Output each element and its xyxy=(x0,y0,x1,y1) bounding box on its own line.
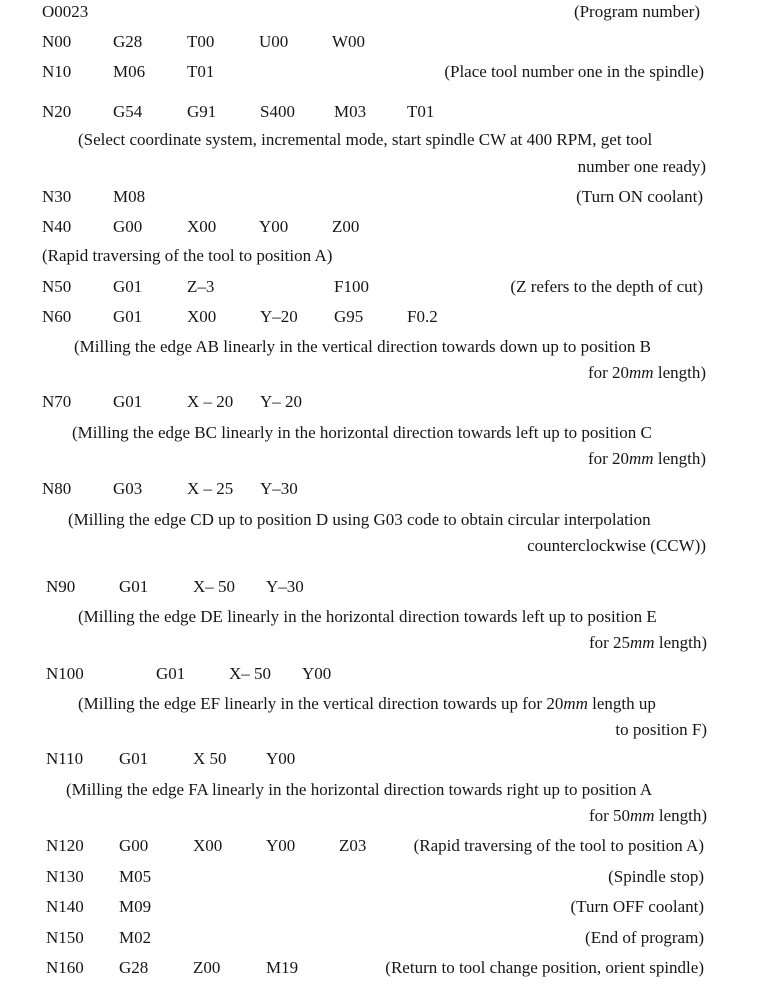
y-coordinate: Y–30 xyxy=(260,479,298,498)
g-code: G54 xyxy=(113,102,143,121)
block-n80 xyxy=(42,479,742,499)
comment-n20-line2: number one ready) xyxy=(577,157,706,176)
comment-n80-line1: (Milling the edge CD up to position D using G03 code to obtain circular interpolation xyxy=(68,510,651,529)
m-code: M05 xyxy=(119,867,152,886)
comment-n130: (Spindle stop) xyxy=(608,867,704,886)
m-code: M02 xyxy=(119,928,152,947)
block-n100 xyxy=(46,664,746,684)
x-coordinate: X– 50 xyxy=(193,577,236,596)
g-code: G00 xyxy=(113,217,143,236)
x-coordinate: X – 20 xyxy=(187,392,234,411)
m-code: M19 xyxy=(266,958,299,977)
comment-n80-line2: counterclockwise (CCW)) xyxy=(527,536,706,555)
feed-rate: F100 xyxy=(334,277,369,296)
block-n110 xyxy=(46,749,746,769)
block-number: N60 xyxy=(42,307,72,326)
w-word: W00 xyxy=(332,32,366,51)
block-n130 xyxy=(46,867,346,887)
comment-n20-line1: (Select coordinate system, incremental mode, start spindle CW at 400 RPM, get tool xyxy=(78,130,653,149)
x-coordinate: X00 xyxy=(193,836,223,855)
block-n90 xyxy=(46,577,746,597)
block-number: N70 xyxy=(42,392,72,411)
comment-n30: (Turn ON coolant) xyxy=(576,187,703,206)
block-number: N40 xyxy=(42,217,72,236)
block-n70 xyxy=(42,392,742,412)
g-code: G03 xyxy=(113,479,143,498)
y-coordinate: Y00 xyxy=(302,664,332,683)
x-coordinate: X – 25 xyxy=(187,479,234,498)
z-coordinate: Z00 xyxy=(193,958,221,977)
y-coordinate: Y–20 xyxy=(260,307,298,326)
block-number: N30 xyxy=(42,187,72,206)
y-coordinate: Y00 xyxy=(266,749,296,768)
g-code: G01 xyxy=(119,749,149,768)
g-code: G28 xyxy=(113,32,143,51)
comment-n140: (Turn OFF coolant) xyxy=(570,897,704,916)
block-number: N100 xyxy=(46,664,84,683)
x-coordinate: X– 50 xyxy=(229,664,272,683)
block-number: N80 xyxy=(42,479,72,498)
comment-n60-line1: (Milling the edge AB linearly in the vertical direction towards down up to position B xyxy=(74,337,651,356)
comment-n110-line1: (Milling the edge FA linearly in the horizontal direction towards right up to position A xyxy=(66,780,653,799)
g-code: G00 xyxy=(119,836,149,855)
y-coordinate: Y– 20 xyxy=(260,392,303,411)
comment-n160: (Return to tool change position, orient spindle) xyxy=(385,958,704,977)
block-n140 xyxy=(46,897,346,917)
comment-n90-line1: (Milling the edge DE linearly in the horizontal direction towards left up to position E xyxy=(78,607,657,626)
block-number: N10 xyxy=(42,62,72,81)
block-number: N50 xyxy=(42,277,72,296)
comment-n120: (Rapid traversing of the tool to position A) xyxy=(413,836,704,855)
block-n150 xyxy=(46,928,346,948)
block-n120 xyxy=(46,836,366,856)
g-code: G95 xyxy=(334,307,364,326)
block-number: N150 xyxy=(46,928,84,947)
tool-code: T01 xyxy=(187,62,215,81)
z-coordinate: Z00 xyxy=(332,217,360,236)
block-number: N20 xyxy=(42,102,72,121)
x-coordinate: X00 xyxy=(187,307,217,326)
g-code: G28 xyxy=(119,958,149,977)
tool-code: T00 xyxy=(187,32,215,51)
y-coordinate: Y–30 xyxy=(266,577,304,596)
comment-n150: (End of program) xyxy=(585,928,704,947)
block-n00 xyxy=(42,32,742,52)
g-code: G01 xyxy=(113,307,143,326)
comment-n100-line1: (Milling the edge EF linearly in the vertical direction towards up for 20mm length up xyxy=(78,694,656,713)
z-coordinate: Z–3 xyxy=(187,277,215,296)
program-label: (Program number) xyxy=(573,2,700,21)
comment-n100-line2: to position F) xyxy=(615,720,707,739)
u-word: U00 xyxy=(259,32,289,51)
comment-n70-line2: for 20mm length) xyxy=(587,449,706,468)
block-number: N90 xyxy=(46,577,76,596)
z-coordinate: Z03 xyxy=(339,836,367,855)
g-code: G01 xyxy=(113,277,143,296)
x-coordinate: X00 xyxy=(187,217,217,236)
block-n160 xyxy=(46,958,346,978)
block-number: N130 xyxy=(46,867,84,886)
tool-code: T01 xyxy=(407,102,435,121)
m-code: M03 xyxy=(334,102,367,121)
comment-n70-line1: (Milling the edge BC linearly in the horizontal direction towards left up to position C xyxy=(72,423,652,442)
m-code: M06 xyxy=(113,62,146,81)
block-number: N110 xyxy=(46,749,84,768)
block-number: N120 xyxy=(46,836,84,855)
y-coordinate: Y00 xyxy=(266,836,296,855)
comment-n10: (Place tool number one in the spindle) xyxy=(444,62,704,81)
g-code: G01 xyxy=(113,392,143,411)
m-code: M09 xyxy=(119,897,152,916)
g-code: G91 xyxy=(187,102,217,121)
g-code: G01 xyxy=(119,577,149,596)
block-number: N00 xyxy=(42,32,72,51)
comment-n50: (Z refers to the depth of cut) xyxy=(510,277,703,296)
block-n60 xyxy=(42,307,742,327)
comment-n40: (Rapid traversing of the tool to position A) xyxy=(42,246,333,265)
comment-n60-line2: for 20mm length) xyxy=(587,363,706,382)
program-id: O0023 xyxy=(42,2,89,21)
y-coordinate: Y00 xyxy=(259,217,289,236)
block-n40 xyxy=(42,217,742,237)
spindle-speed: S400 xyxy=(260,102,295,121)
x-coordinate: X 50 xyxy=(193,749,227,768)
comment-n110-line2: for 50mm length) xyxy=(588,806,707,825)
block-n20 xyxy=(42,102,742,122)
block-number: N140 xyxy=(46,897,84,916)
block-number: N160 xyxy=(46,958,84,977)
g-code: G01 xyxy=(156,664,186,683)
m-code: M08 xyxy=(113,187,146,206)
comment-n90-line2: for 25mm length) xyxy=(588,633,707,652)
feed-rate: F0.2 xyxy=(407,307,438,326)
